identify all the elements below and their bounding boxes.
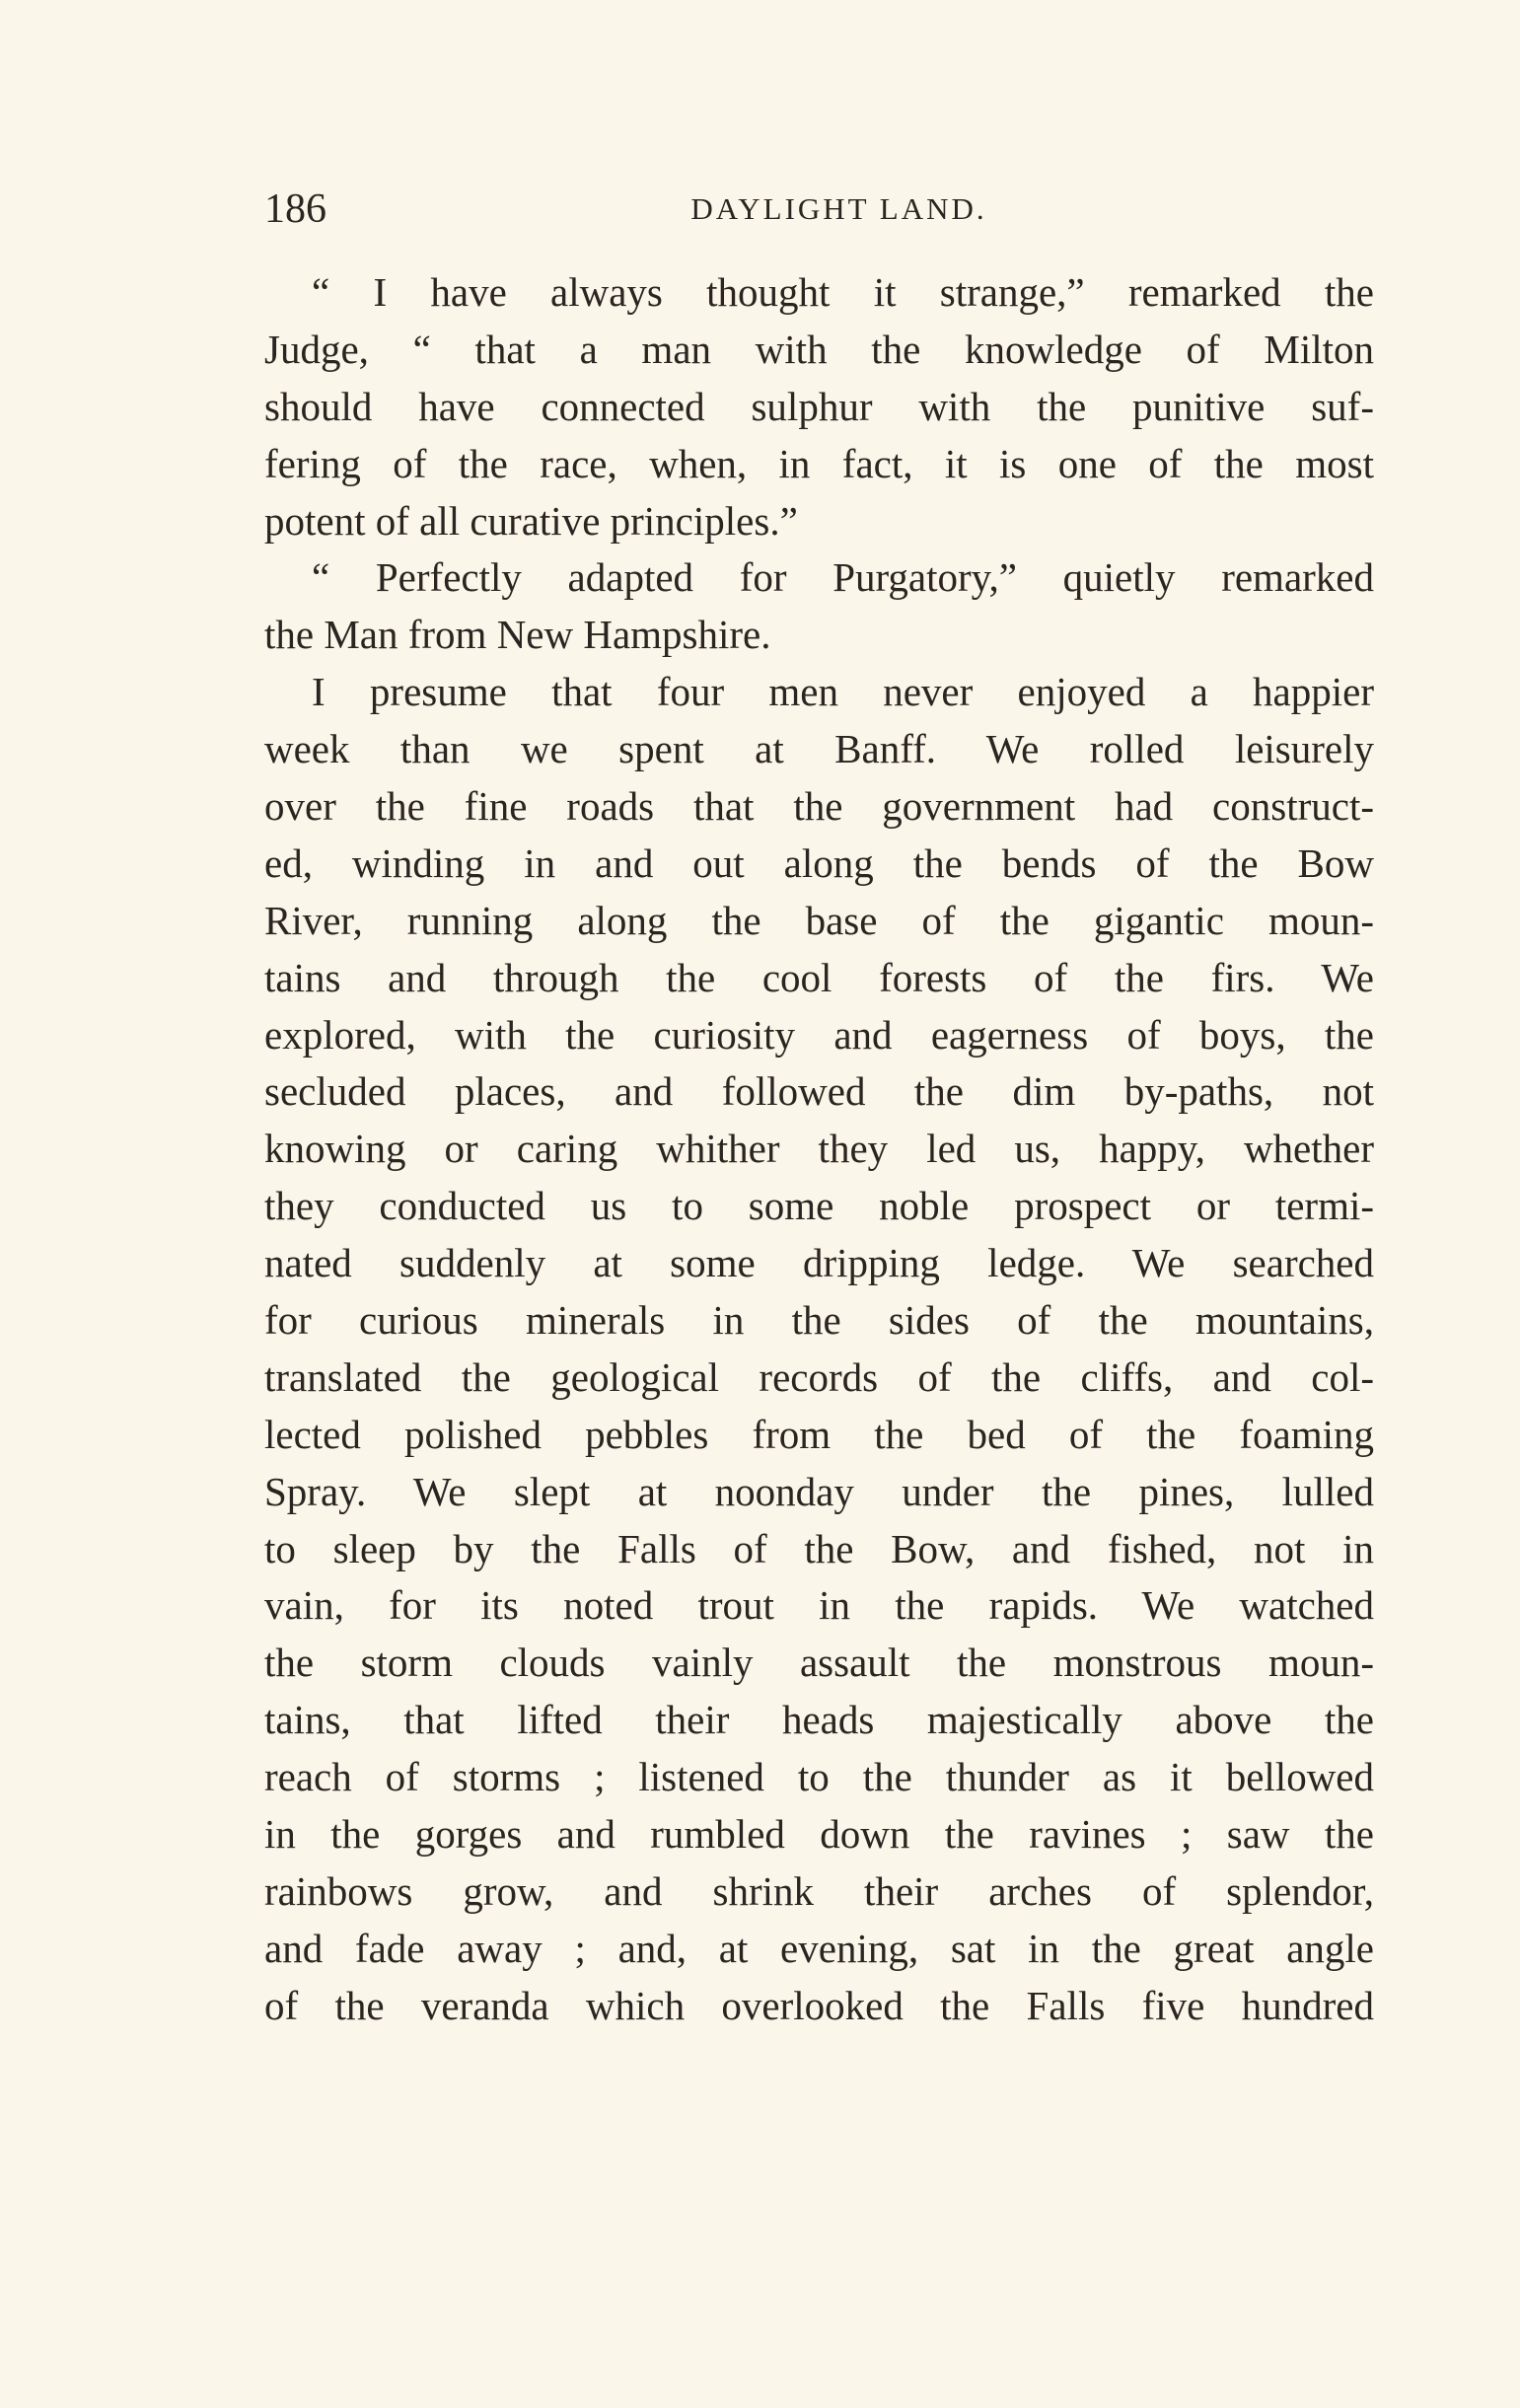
text-line: I presume that four men never enjoyed a happier xyxy=(312,669,1374,715)
text-line: Spray. We slept at noonday under the pines, lulled xyxy=(264,1468,1374,1514)
text-line: of the veranda which overlooked the Falls five hundred xyxy=(264,1982,1374,2028)
body-text xyxy=(264,264,1374,2035)
text-line: the storm clouds vainly assault the monstrous moun- xyxy=(264,1640,1374,1686)
text-line: Judge, “ that a man with the knowledge of Milton xyxy=(264,326,1374,372)
text-line: ed, winding in and out along the bends of the Bow xyxy=(264,839,1374,886)
text-line: lected polished pebbles from the bed of the foaming xyxy=(264,1411,1374,1457)
text-line: explored, with the curiosity and eagerness of boys, the xyxy=(264,1011,1374,1058)
text-line: tains, that lifted their heads majestically above the xyxy=(264,1697,1374,1743)
text-line: should have connected sulphur with the punitive suf- xyxy=(264,383,1374,429)
text-line: “ I have always thought it strange,” remarked the xyxy=(312,269,1374,315)
text-line: potent of all curative principles.” xyxy=(264,497,798,544)
text-line: over the fine roads that the government had construct- xyxy=(264,783,1374,830)
text-line: knowing or caring whither they led us, happy, whether xyxy=(264,1126,1374,1172)
text-line: fering of the race, when, in fact, it is one of the most xyxy=(264,440,1374,486)
text-line: rainbows grow, and shrink their arches of splendor, xyxy=(264,1867,1374,1914)
text-line: nated suddenly at some dripping ledge. We searched xyxy=(264,1240,1374,1286)
text-line: River, running along the base of the gigantic moun- xyxy=(264,897,1374,943)
text-line: vain, for its noted trout in the rapids. We watched xyxy=(264,1582,1374,1629)
text-line: in the gorges and rumbled down the ravines ; saw the xyxy=(264,1811,1374,1858)
text-line: week than we spent at Banff. We rolled leisurely xyxy=(264,726,1374,772)
text-line: tains and through the cool forests of the firs. We xyxy=(264,954,1374,1000)
running-head: DAYLIGHT LAND. xyxy=(690,191,987,226)
text-line: to sleep by the Falls of the Bow, and fished, not in xyxy=(264,1525,1374,1571)
text-line: translated the geological records of the cliffs, and col- xyxy=(264,1353,1374,1400)
text-line: “ Perfectly adapted for Purgatory,” quietly remarked xyxy=(312,554,1374,601)
text-line: reach of storms ; listened to the thunder as it bellowed xyxy=(264,1754,1374,1800)
text-line: secluded places, and followed the dim by-paths, not xyxy=(264,1068,1374,1115)
text-line: they conducted us to some noble prospect or termi- xyxy=(264,1183,1374,1229)
text-line: and fade away ; and, at evening, sat in the great angle xyxy=(264,1925,1374,1971)
page-number: 186 xyxy=(264,186,326,232)
text-line: the Man from New Hampshire. xyxy=(264,612,771,658)
page-header xyxy=(264,180,1374,239)
text-line: for curious minerals in the sides of the mountains, xyxy=(264,1297,1374,1344)
